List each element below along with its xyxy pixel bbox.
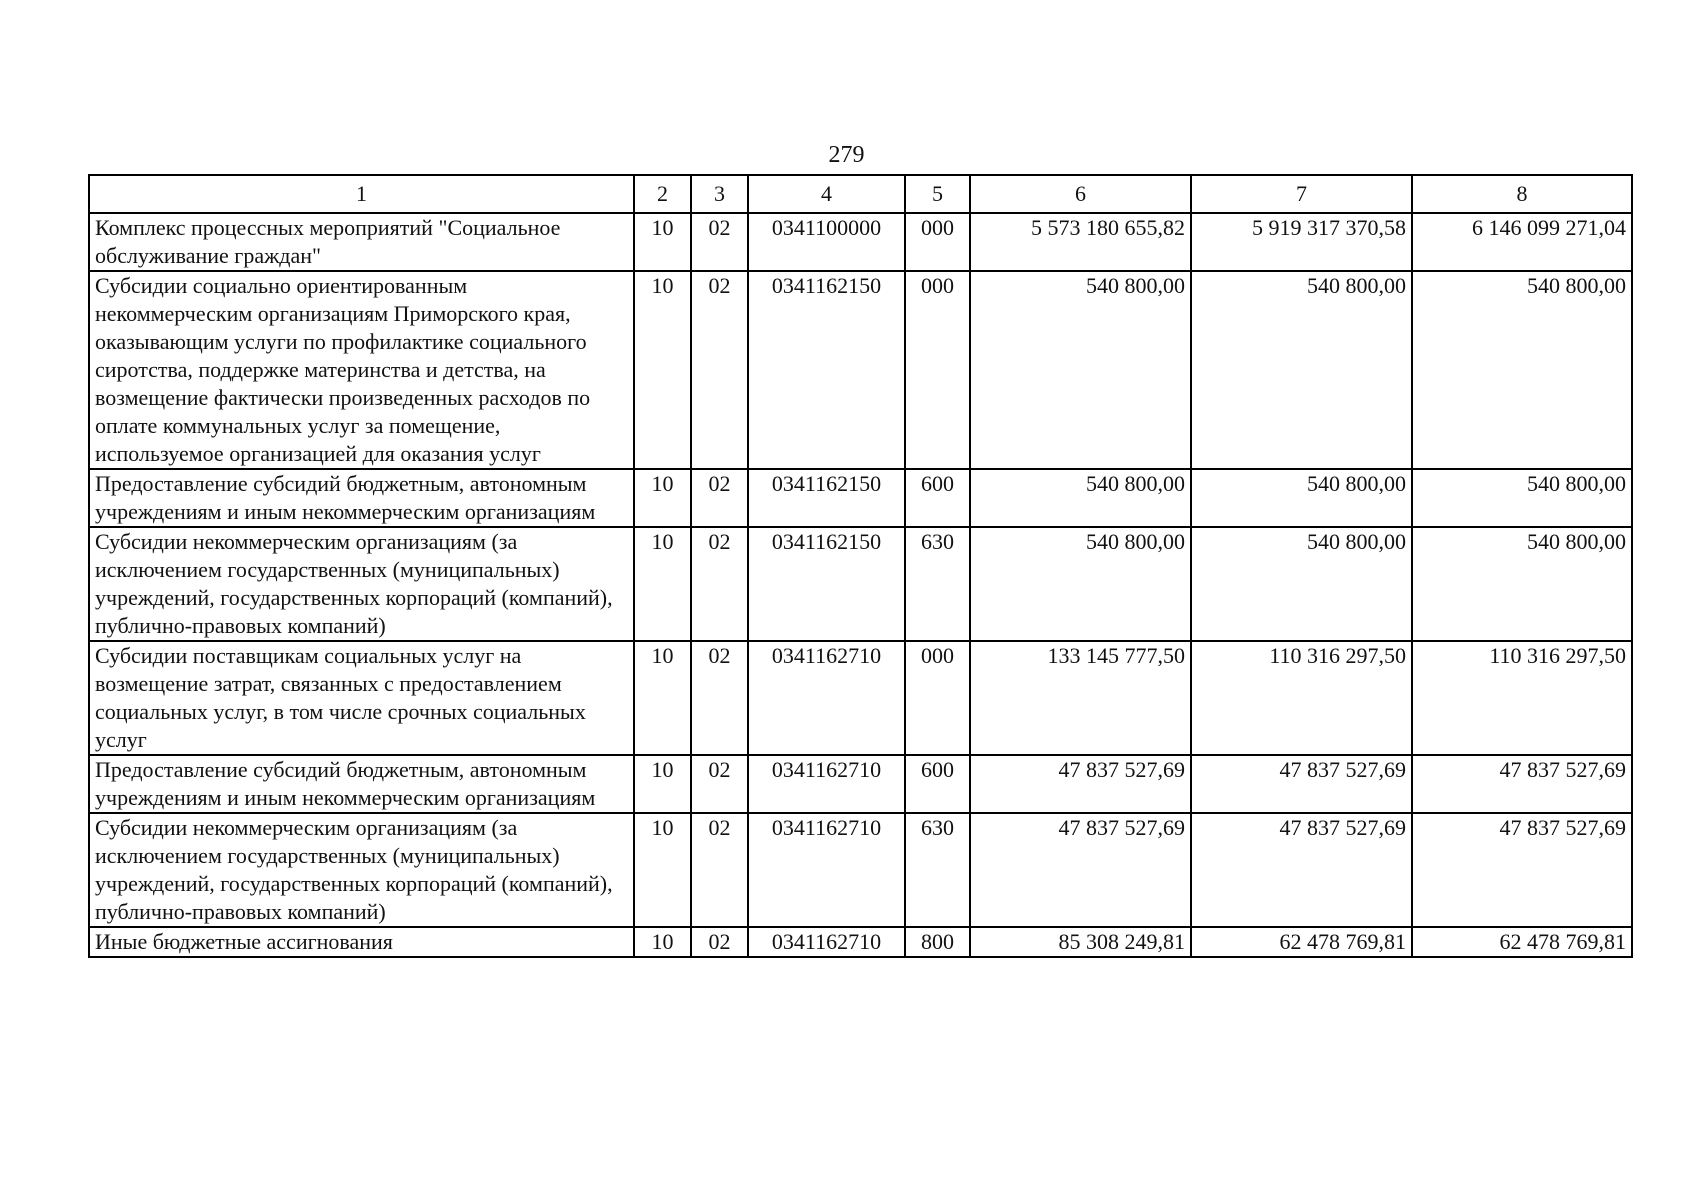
amount-year-2: 110 316 297,50 — [1191, 641, 1412, 755]
amount-year-1: 540 800,00 — [970, 271, 1191, 469]
subsection-code: 02 — [691, 271, 748, 469]
target-article-code: 0341162150 — [748, 271, 905, 469]
section-code: 10 — [634, 813, 691, 927]
expense-name: Субсидии социально ориентированным некоммерческим организациям Приморского края, оказывающим услуги по профилактике социального сиротства, поддержке материнства и детства, на возмещение фактически произведенных расходов по оплате коммунальных услуг за помещение, используемое организацией для оказания услуг — [89, 271, 634, 469]
budget-table — [88, 174, 1633, 958]
target-article-code: 0341162710 — [748, 641, 905, 755]
amount-year-1: 5 573 180 655,82 — [970, 213, 1191, 271]
amount-year-3: 6 146 099 271,04 — [1412, 213, 1632, 271]
target-article-code: 0341162150 — [748, 527, 905, 641]
section-code: 10 — [634, 927, 691, 957]
section-code: 10 — [634, 641, 691, 755]
table-row — [89, 271, 1632, 469]
page-number: 279 — [828, 142, 865, 168]
subsection-code: 02 — [691, 927, 748, 957]
table-row — [89, 755, 1632, 813]
column-header: 4 — [748, 175, 905, 213]
subsection-code: 02 — [691, 469, 748, 527]
expense-name: Предоставление субсидий бюджетным, автономным учреждениям и иным некоммерческим организациям — [89, 755, 634, 813]
expense-name: Субсидии некоммерческим организациям (за исключением государственных (муниципальных) учреждений, государственных корпораций (компаний), публично-правовых компаний) — [89, 813, 634, 927]
column-header: 7 — [1191, 175, 1412, 213]
table-row — [89, 927, 1632, 957]
table-row — [89, 641, 1632, 755]
subsection-code: 02 — [691, 527, 748, 641]
column-header: 8 — [1412, 175, 1632, 213]
table-row — [89, 213, 1632, 271]
amount-year-2: 540 800,00 — [1191, 527, 1412, 641]
amount-year-3: 540 800,00 — [1412, 527, 1632, 641]
target-article-code: 0341162710 — [748, 755, 905, 813]
expense-type-code: 000 — [905, 271, 970, 469]
target-article-code: 0341100000 — [748, 213, 905, 271]
expense-name: Субсидии некоммерческим организациям (за исключением государственных (муниципальных) учреждений, государственных корпораций (компаний), публично-правовых компаний) — [89, 527, 634, 641]
section-code: 10 — [634, 271, 691, 469]
expense-type-code: 630 — [905, 813, 970, 927]
expense-type-code: 000 — [905, 641, 970, 755]
column-header: 6 — [970, 175, 1191, 213]
expense-name: Предоставление субсидий бюджетным, автономным учреждениям и иным некоммерческим организациям — [89, 469, 634, 527]
expense-name: Комплекс процессных мероприятий "Социальное обслуживание граждан" — [89, 213, 634, 271]
target-article-code: 0341162150 — [748, 469, 905, 527]
amount-year-3: 62 478 769,81 — [1412, 927, 1632, 957]
amount-year-1: 540 800,00 — [970, 469, 1191, 527]
amount-year-2: 540 800,00 — [1191, 271, 1412, 469]
column-header: 1 — [89, 175, 634, 213]
column-header: 2 — [634, 175, 691, 213]
amount-year-3: 540 800,00 — [1412, 469, 1632, 527]
section-code: 10 — [634, 527, 691, 641]
amount-year-3: 540 800,00 — [1412, 271, 1632, 469]
target-article-code: 0341162710 — [748, 813, 905, 927]
table-row — [89, 813, 1632, 927]
column-header: 3 — [691, 175, 748, 213]
table-row — [89, 527, 1632, 641]
expense-name: Субсидии поставщикам социальных услуг на возмещение затрат, связанных с предоставлением социальных услуг, в том числе срочных социальных услуг — [89, 641, 634, 755]
section-code: 10 — [634, 469, 691, 527]
amount-year-2: 5 919 317 370,58 — [1191, 213, 1412, 271]
expense-name: Иные бюджетные ассигнования — [89, 927, 634, 957]
amount-year-3: 110 316 297,50 — [1412, 641, 1632, 755]
amount-year-2: 540 800,00 — [1191, 469, 1412, 527]
expense-type-code: 630 — [905, 527, 970, 641]
subsection-code: 02 — [691, 641, 748, 755]
expense-type-code: 800 — [905, 927, 970, 957]
target-article-code: 0341162710 — [748, 927, 905, 957]
expense-type-code: 600 — [905, 469, 970, 527]
amount-year-1: 133 145 777,50 — [970, 641, 1191, 755]
amount-year-1: 85 308 249,81 — [970, 927, 1191, 957]
column-header: 5 — [905, 175, 970, 213]
expense-type-code: 600 — [905, 755, 970, 813]
column-number-row — [89, 175, 1632, 213]
table-row — [89, 469, 1632, 527]
amount-year-3: 47 837 527,69 — [1412, 813, 1632, 927]
amount-year-2: 62 478 769,81 — [1191, 927, 1412, 957]
subsection-code: 02 — [691, 213, 748, 271]
subsection-code: 02 — [691, 813, 748, 927]
amount-year-2: 47 837 527,69 — [1191, 755, 1412, 813]
amount-year-1: 47 837 527,69 — [970, 755, 1191, 813]
amount-year-1: 47 837 527,69 — [970, 813, 1191, 927]
amount-year-3: 47 837 527,69 — [1412, 755, 1632, 813]
section-code: 10 — [634, 755, 691, 813]
subsection-code: 02 — [691, 755, 748, 813]
section-code: 10 — [634, 213, 691, 271]
expense-type-code: 000 — [905, 213, 970, 271]
amount-year-1: 540 800,00 — [970, 527, 1191, 641]
amount-year-2: 47 837 527,69 — [1191, 813, 1412, 927]
